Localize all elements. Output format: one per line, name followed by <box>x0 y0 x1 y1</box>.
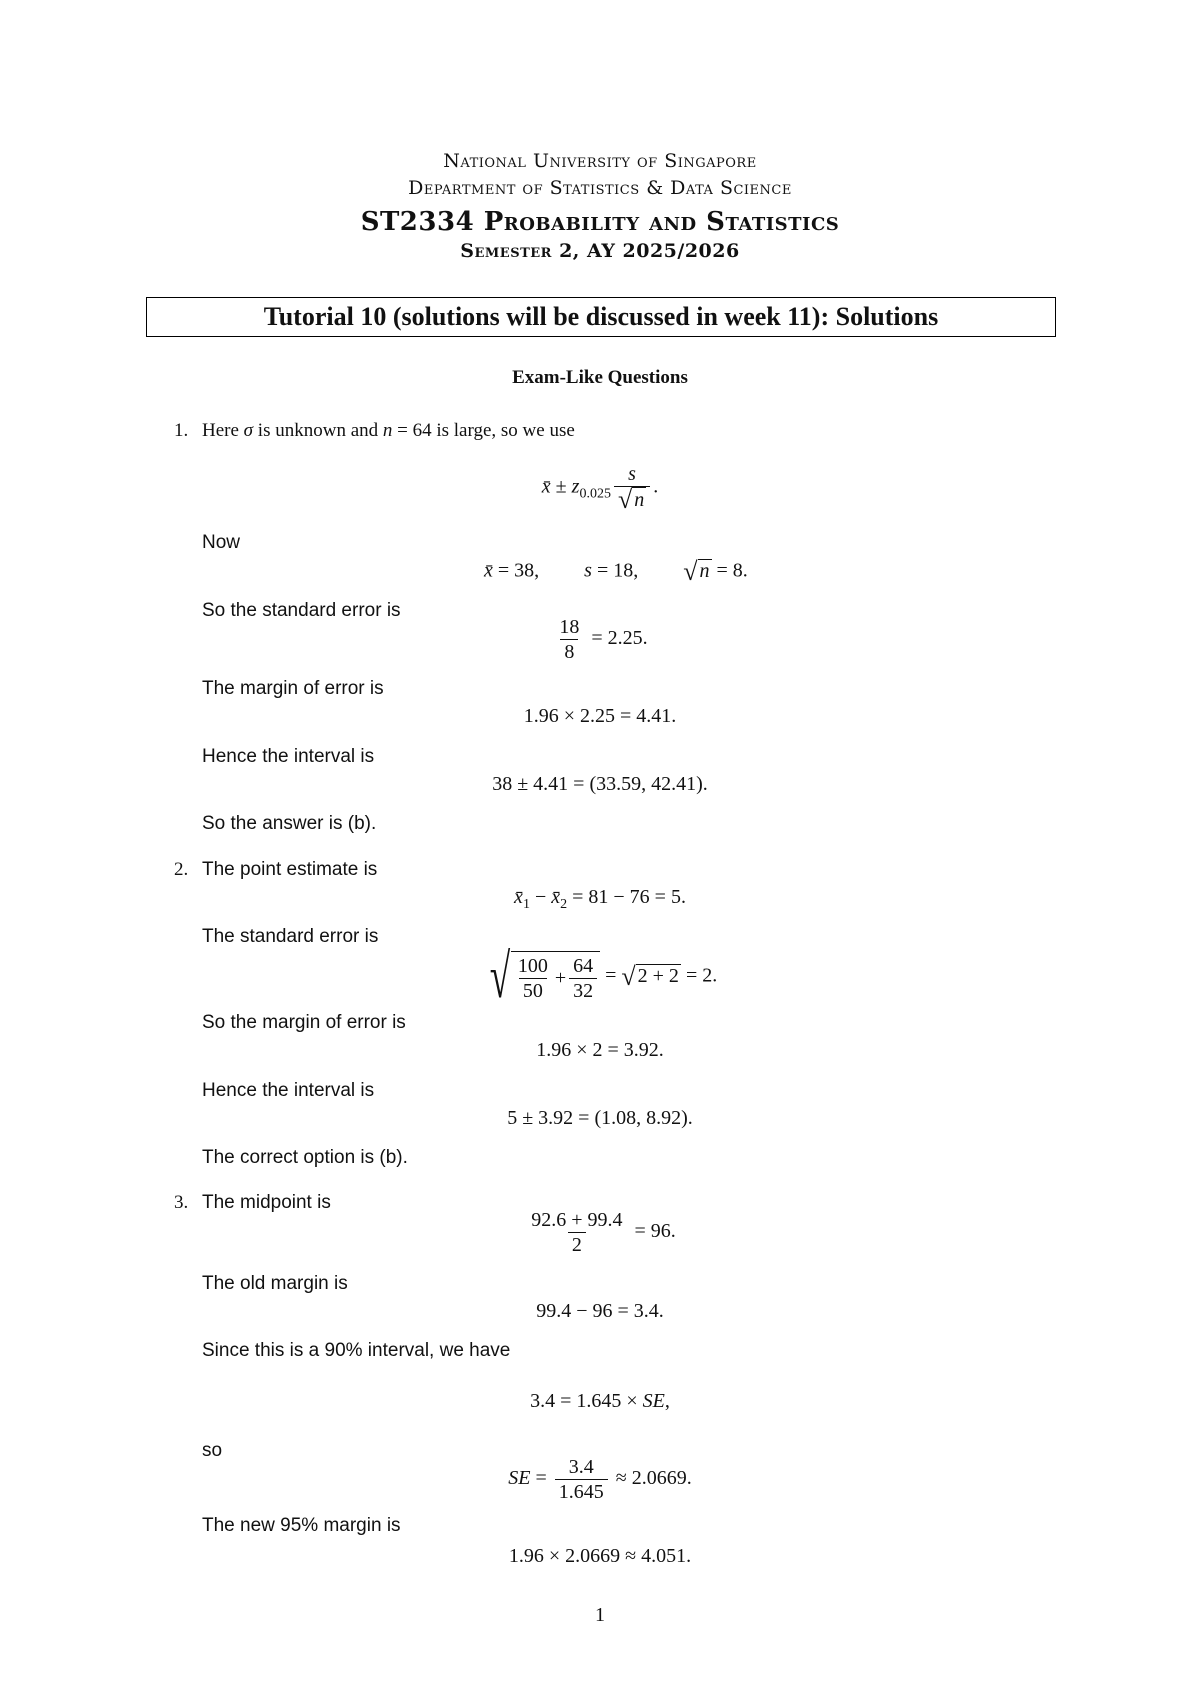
q1-se-text: So the standard error is <box>202 600 401 621</box>
q1-intro: Here σ is unknown and n = 64 is large, so we use <box>202 420 575 441</box>
q3-mid-text: The midpoint is <box>202 1192 331 1213</box>
q2-answer: The correct option is (b). <box>202 1147 408 1168</box>
q3-se-relation: 3.4 = 1.645 × SE, <box>530 1390 670 1412</box>
q2-se-text: The standard error is <box>202 926 379 947</box>
q1-se-eq: $\frac{18}{8}$ = 2.25. <box>559 616 648 663</box>
q1-answer: So the answer is (b). <box>202 813 377 834</box>
department-name: Department of Statistics & Data Science <box>408 177 792 199</box>
q1-values: x̄ = 38, s = 18, √ n = 8. <box>484 557 748 586</box>
q1-interval-text: Hence the interval is <box>202 746 375 767</box>
tutorial-title: Tutorial 10 (solutions will be discussed in week 11): Solutions <box>263 302 939 331</box>
q3-new-eq: 1.96 × 2.0669 ≈ 4.051. <box>508 1545 692 1567</box>
q1-interval-eq: 38 ± 4.41 = (33.59, 42.41). <box>492 773 708 795</box>
q3-old-eq: 99.4 − 96 = 3.4. <box>536 1300 664 1322</box>
q2-se-eq: √ $\frac{100}{50}$ + $\frac{64}{32}$ = √ 2 + 2 = 2. <box>489 943 718 1011</box>
q3-number: 3. <box>174 1192 189 1213</box>
q3-mid-eq: $\frac{92.6 + 99.4}{2}$ = 96. <box>531 1209 676 1256</box>
q3-new-text: The new 95% margin is <box>202 1515 401 1536</box>
q3-since-text: Since this is a 90% interval, we have <box>202 1340 511 1361</box>
q2-moe-eq: 1.96 × 2 = 3.92. <box>536 1039 664 1061</box>
q3-so: so <box>202 1440 223 1461</box>
q1-now: Now <box>202 532 241 553</box>
section-heading: Exam-Like Questions <box>512 367 688 388</box>
q1-moe-text: The margin of error is <box>202 678 384 699</box>
semester: Semester 2, AY 2025/2026 <box>460 240 740 262</box>
q3-se-eq: SE = $\frac{3.4}{1.645}$ ≈ 2.0669. <box>508 1456 692 1503</box>
q1-moe-eq: 1.96 × 2.25 = 4.41. <box>523 705 677 727</box>
course-title: ST2334 Probability and Statistics <box>360 207 840 237</box>
page-number: 1 <box>595 1604 605 1626</box>
tutorial-title-box <box>146 297 1056 337</box>
q2-number: 2. <box>174 859 189 880</box>
q2-interval-eq: 5 ± 3.92 = (1.08, 8.92). <box>507 1107 693 1129</box>
q2-moe-text: So the margin of error is <box>202 1012 406 1033</box>
q1-number: 1. <box>174 420 189 441</box>
q3-old-text: The old margin is <box>202 1273 348 1294</box>
university-name: National University of Singapore <box>443 150 757 172</box>
q2-point-eq: $x̄_1$ − $x̄_2 = 81 - 76 = 5$. <box>514 886 686 912</box>
q2-point-text: The point estimate is <box>202 859 378 880</box>
q1-formula: x̄ ± $z_{0.025}$ s √ n . <box>541 463 659 515</box>
q2-interval-text: Hence the interval is <box>202 1080 375 1101</box>
